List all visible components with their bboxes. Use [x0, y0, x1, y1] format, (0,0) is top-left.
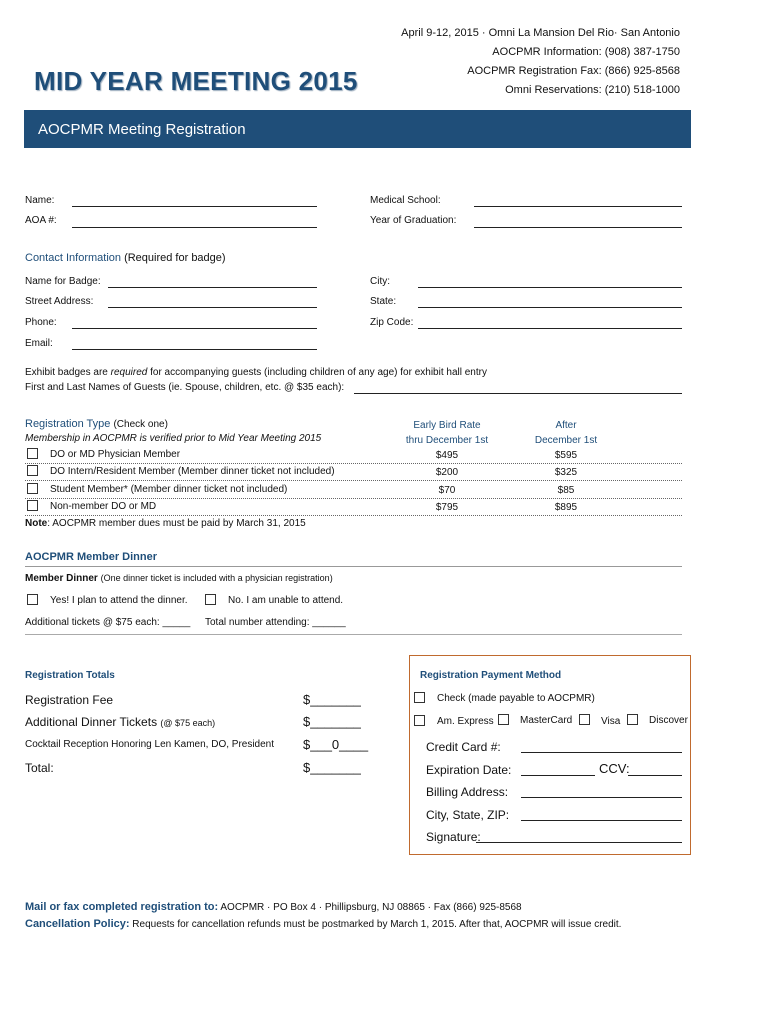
payment-heading: Registration Payment Method — [420, 670, 562, 681]
info-phone: AOCPMR Information: (908) 387-1750 — [492, 46, 680, 58]
visa-label: Visa — [601, 716, 621, 727]
zip-field[interactable] — [418, 328, 682, 329]
state-label: State: — [370, 296, 397, 307]
fax-number: AOCPMR Registration Fax: (866) 925-8568 — [467, 65, 680, 77]
contact-note: (Required for badge) — [124, 252, 226, 264]
ccv-label: CCV: — [599, 761, 630, 776]
phone-field[interactable] — [72, 328, 317, 329]
contact-heading-text: Contact Information — [25, 252, 121, 264]
event-info — [401, 24, 680, 100]
early-rate: $70 — [438, 485, 456, 496]
ccv-field[interactable] — [628, 775, 682, 776]
dinner-no-label: No. I am unable to attend. — [228, 595, 344, 606]
banner — [24, 110, 691, 148]
expiration-label: Expiration Date: — [426, 763, 512, 777]
billing-label: Billing Address: — [426, 785, 509, 799]
after-header — [511, 418, 621, 448]
signature-label: Signature: — [426, 830, 481, 844]
after-rate: $595 — [554, 450, 578, 461]
type-label: DO Intern/Resident Member (Member dinner ticket not included) — [50, 466, 335, 477]
check-label: Check (made payable to AOCPMR) — [437, 693, 595, 704]
dinner-bottom-divider — [25, 634, 682, 635]
aoa-field[interactable] — [72, 227, 317, 228]
dues-note-text: : AOCPMR member dues must be paid by March 31, 2015 — [47, 518, 306, 529]
early-rate: $795 — [435, 502, 459, 513]
row-divider — [25, 463, 682, 464]
phone-label: Phone: — [25, 317, 57, 328]
dinner-divider — [25, 566, 682, 567]
city-state-zip-label: City, State, ZIP: — [426, 808, 510, 822]
row-divider — [25, 515, 682, 516]
total-attending[interactable]: Total number attending: ______ — [205, 617, 346, 628]
type-label: DO or MD Physician Member — [50, 449, 181, 460]
mastercard-label: MasterCard — [520, 715, 573, 726]
aoa-label: AOA #: — [25, 215, 57, 226]
payment-box — [409, 655, 691, 855]
check-checkbox[interactable] — [414, 692, 425, 703]
type-label: Non-member DO or MD — [50, 501, 157, 512]
membership-note: Membership in AOCPMR is verified prior to Mid Year Meeting 2015 — [25, 433, 322, 444]
additional-dinner-text: Additional Dinner Tickets — [25, 715, 158, 729]
cancel-text: Requests for cancellation refunds must be postmarked by March 1, 2015. After that, AOCPMR will issue credit. — [129, 919, 622, 930]
cocktail-amount[interactable]: $___0____ — [303, 737, 369, 752]
credit-card-label: Credit Card #: — [426, 740, 501, 754]
state-field[interactable] — [418, 307, 682, 308]
dinner-heading: AOCPMR Member Dinner — [25, 551, 158, 563]
medical-school-field[interactable] — [474, 206, 682, 207]
email-label: Email: — [25, 338, 53, 349]
credit-card-field[interactable] — [521, 752, 682, 753]
early-rate: $495 — [435, 450, 459, 461]
event-dates-location: April 9-12, 2015 · Omni La Mansion Del Rio· San Antonio — [401, 27, 680, 39]
amex-label: Am. Express — [437, 716, 494, 727]
early-bird-header-2: thru December 1st — [405, 435, 489, 446]
physician-member-checkbox[interactable] — [27, 448, 38, 459]
guest-badge-note — [25, 367, 487, 378]
page-title: MID YEAR MEETING 2015 — [34, 66, 358, 96]
banner-title: AOCPMR Meeting Registration — [38, 121, 246, 138]
dinner-yes-label: Yes! I plan to attend the dinner. — [50, 595, 188, 606]
street-field[interactable] — [108, 307, 317, 308]
additional-dinner-amount[interactable]: $_______ — [303, 714, 361, 729]
cocktail-label: Cocktail Reception Honoring Len Kamen, DO, President — [25, 739, 275, 750]
totals-heading: Registration Totals — [25, 670, 115, 681]
after-rate: $325 — [554, 467, 578, 478]
row-divider — [25, 480, 682, 481]
after-header-1: After — [555, 420, 577, 431]
early-rate: $200 — [435, 467, 459, 478]
guest-names-field[interactable] — [354, 393, 682, 394]
early-bird-header-1: Early Bird Rate — [413, 420, 481, 431]
email-field[interactable] — [72, 349, 317, 350]
registration-type-note: (Check one) — [113, 419, 168, 430]
city-label: City: — [370, 276, 390, 287]
dinner-sub-note: (One dinner ticket is included with a physician registration) — [100, 573, 333, 583]
non-member-checkbox[interactable] — [27, 500, 38, 511]
dinner-yes-checkbox[interactable] — [27, 594, 38, 605]
guest-names-label: First and Last Names of Guests (ie. Spouse, children, etc. @ $35 each): — [25, 382, 345, 393]
guest-note-a: Exhibit badges are — [25, 367, 111, 378]
discover-checkbox[interactable] — [627, 714, 638, 725]
after-header-2: December 1st — [534, 435, 598, 446]
guest-note-em: required — [110, 367, 148, 378]
expiration-field[interactable] — [521, 775, 595, 776]
year-grad-field[interactable] — [474, 227, 682, 228]
billing-field[interactable] — [521, 797, 682, 798]
additional-dinner-note: (@ $75 each) — [160, 718, 216, 728]
student-member-checkbox[interactable] — [27, 483, 38, 494]
after-rate: $895 — [554, 502, 578, 513]
mail-bold: Mail or fax completed registration to: — [25, 901, 219, 913]
intern-resident-checkbox[interactable] — [27, 465, 38, 476]
additional-dinner-label — [25, 715, 215, 729]
discover-label: Discover — [649, 715, 688, 726]
dinner-sub — [25, 573, 333, 584]
row-divider — [25, 498, 682, 499]
total-label: Total: — [25, 761, 54, 775]
dues-note-bold: Note — [25, 518, 48, 529]
city-field[interactable] — [418, 287, 682, 288]
registration-fee-label: Registration Fee — [25, 693, 114, 707]
registration-type-text: Registration Type — [25, 418, 111, 430]
type-label: Student Member* (Member dinner ticket not included) — [50, 484, 288, 495]
dues-note — [25, 518, 306, 529]
badge-name-label: Name for Badge: — [25, 276, 101, 287]
name-field[interactable] — [72, 206, 317, 207]
mastercard-checkbox[interactable] — [498, 714, 509, 725]
after-rate: $85 — [557, 485, 575, 496]
street-label: Street Address: — [25, 296, 94, 307]
city-state-zip-field[interactable] — [521, 820, 682, 821]
cancellation-policy — [25, 918, 621, 930]
registration-type-heading — [25, 418, 168, 430]
mail-instructions — [25, 901, 522, 913]
visa-checkbox[interactable] — [579, 714, 590, 725]
additional-tickets[interactable]: Additional tickets @ $75 each: _____ — [25, 617, 191, 628]
year-grad-label: Year of Graduation: — [370, 215, 457, 226]
badge-name-field[interactable] — [108, 287, 317, 288]
guest-note-b: for accompanying guests (including children of any age) for exhibit hall entry — [147, 367, 487, 378]
total-amount[interactable]: $_______ — [303, 760, 361, 775]
mail-text: AOCPMR · PO Box 4 · Phillipsburg, NJ 08865 · Fax (866) 925-8568 — [218, 902, 522, 913]
registration-fee-amount[interactable]: $_______ — [303, 692, 361, 707]
dinner-no-checkbox[interactable] — [205, 594, 216, 605]
dinner-sub-bold: Member Dinner — [25, 573, 98, 584]
medical-school-label: Medical School: — [370, 195, 441, 206]
cancel-bold: Cancellation Policy: — [25, 918, 130, 930]
name-label: Name: — [25, 195, 55, 206]
contact-heading — [25, 252, 226, 264]
early-bird-header — [392, 418, 502, 448]
amex-checkbox[interactable] — [414, 715, 425, 726]
signature-field[interactable] — [476, 842, 682, 843]
reservations-phone: Omni Reservations: (210) 518-1000 — [505, 84, 680, 96]
zip-label: Zip Code: — [370, 317, 414, 328]
